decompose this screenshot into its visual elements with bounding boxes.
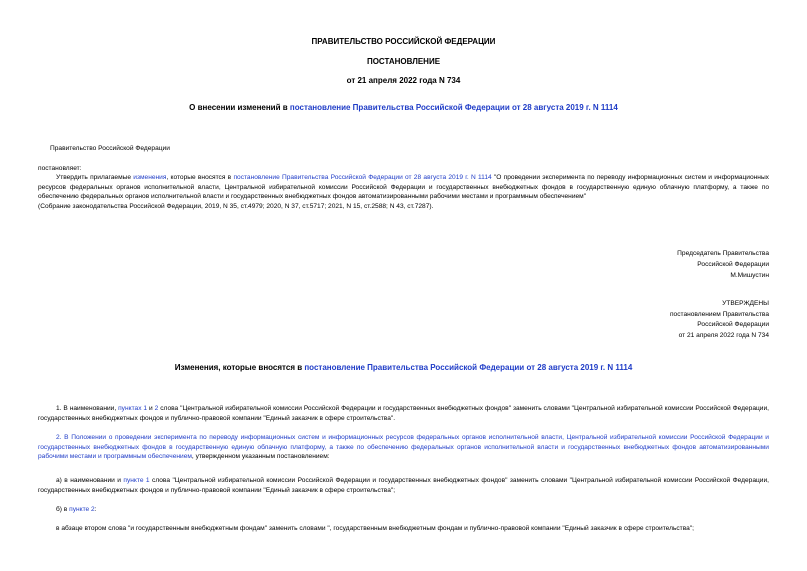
itemb-text-a: б) в (56, 506, 70, 513)
approved-line1: УТВЕРЖДЕНЫ (722, 300, 769, 307)
item-a (38, 476, 769, 495)
item-b-sub: в абзаце втором слова "и государственным внебюджетным фондам" заменить словами ", государственным внебюджетным фондам и публично-правовой компании "Единый заказчик в сфере строительства"; (56, 525, 694, 532)
approved-line3: Российской Федерации (697, 321, 769, 328)
approved-block (670, 299, 769, 341)
item1-text-a: 1. В наименовании, (56, 405, 119, 412)
item1-text-c: слова "Центральной избирательной комиссии Российской Федерации и государственных внебюджетных фондов" заменить словами "Центральной избирательной комиссии Российской Федерации, государственных внебюджетных фондов и публично-правовой компании "Единый заказчик в сфере строительства". (38, 405, 769, 422)
item-2 (38, 433, 769, 462)
approved-line4: от 21 апреля 2022 года N 734 (678, 331, 769, 339)
itemb-text-b: : (94, 506, 97, 513)
decree-1114-link[interactable]: постановление Правительства Российской Федерации от 28 августа 2019 г. N 1114 (233, 174, 492, 181)
source-reference: (Собрание законодательства Российской Федерации, 2019, N 35, ст.4979; 2020, N 37, ст.5717; 2021, N 15, ст.2588; N 43, ст.7287). (38, 202, 434, 210)
p1-text-c: , которые вносятся в (166, 174, 234, 181)
itemb-link[interactable]: пункте 2 (69, 506, 95, 513)
signature-block (677, 248, 769, 281)
p1-text-a: Утвердить прилагаемые (56, 174, 134, 181)
changes-title (0, 363, 807, 372)
changes-link[interactable]: изменения (133, 174, 167, 181)
decides-label: постановляет: (38, 165, 82, 172)
date-number-heading: от 21 апреля 2022 года N 734 (346, 76, 461, 85)
signature-line1: Председатель Правительства (677, 250, 769, 257)
signature-line2: Российской Федерации (697, 261, 769, 268)
gov-label: Правительство Российской Федерации (50, 145, 170, 152)
signature-line3: М.Мишустин (730, 272, 769, 279)
itema-text-a: а) в наименовании и (56, 477, 124, 484)
item1-link-points[interactable]: пунктах 1 (118, 405, 148, 412)
itema-link[interactable]: пункте 1 (123, 477, 150, 484)
document-title (0, 103, 807, 112)
item1-link-2[interactable]: 2 (154, 405, 159, 412)
item-1 (38, 404, 769, 423)
item2-link-regulation[interactable]: 2. В Положении о проведении эксперимента по переводу информационных систем и информационных ресурсов федеральных органов исполнительной власти, Центральной избирательной комиссии Российской Федерации и государственных внебюджетных фондов в государственную единую облачную платформу, а также по обеспечению федеральных органов исполнительной власти и государственных внебюджетных фондов автоматизированными рабочими местами и программным обеспечением (38, 434, 769, 460)
itema-text-b: слова "Центральной избирательной комиссии Российской Федерации и государственных внебюджетных фондов" заменить словами "Центральной избирательной комиссии Российской Федерации, государственных внебюджетных фондов и публично-правовой компании "Единый заказчик в сфере строительства"; (38, 477, 769, 494)
item-b (56, 505, 97, 515)
changes-title-link[interactable]: постановление Правительства Российской Федерации от 28 августа 2019 г. N 1114 (304, 363, 633, 372)
p1-text-e: "О проведении эксперимента по переводу информационных систем и информационных ресурсов федеральных органов исполнительной власти, Центральной избирательной комиссии Российской Федерации и государственных внебюджетных фондов в государственную единую облачную платформу, а также по обеспечению федеральных органов исполнительной власти и государственных внебюджетных фондов автоматизированными рабочими местами и программным обеспечением" (38, 174, 769, 200)
changes-title-prefix: Изменения, которые вносятся в (174, 363, 305, 372)
paragraph-approve (38, 173, 769, 211)
doc-type-heading: ПОСТАНОВЛЕНИЕ (366, 57, 441, 66)
government-heading: ПРАВИТЕЛЬСТВО РОССИЙСКОЙ ФЕДЕРАЦИИ (311, 37, 496, 46)
approved-line2: постановлением Правительства (669, 310, 769, 318)
item2-tail: , утвержденном указанным постановлением: (191, 453, 330, 460)
title-decree-link[interactable]: постановление Правительства Российской Федерации от 28 августа 2019 г. N 1114 (289, 103, 618, 112)
item1-text-b: и (147, 405, 155, 412)
title-prefix: О внесении изменений в (189, 103, 290, 112)
